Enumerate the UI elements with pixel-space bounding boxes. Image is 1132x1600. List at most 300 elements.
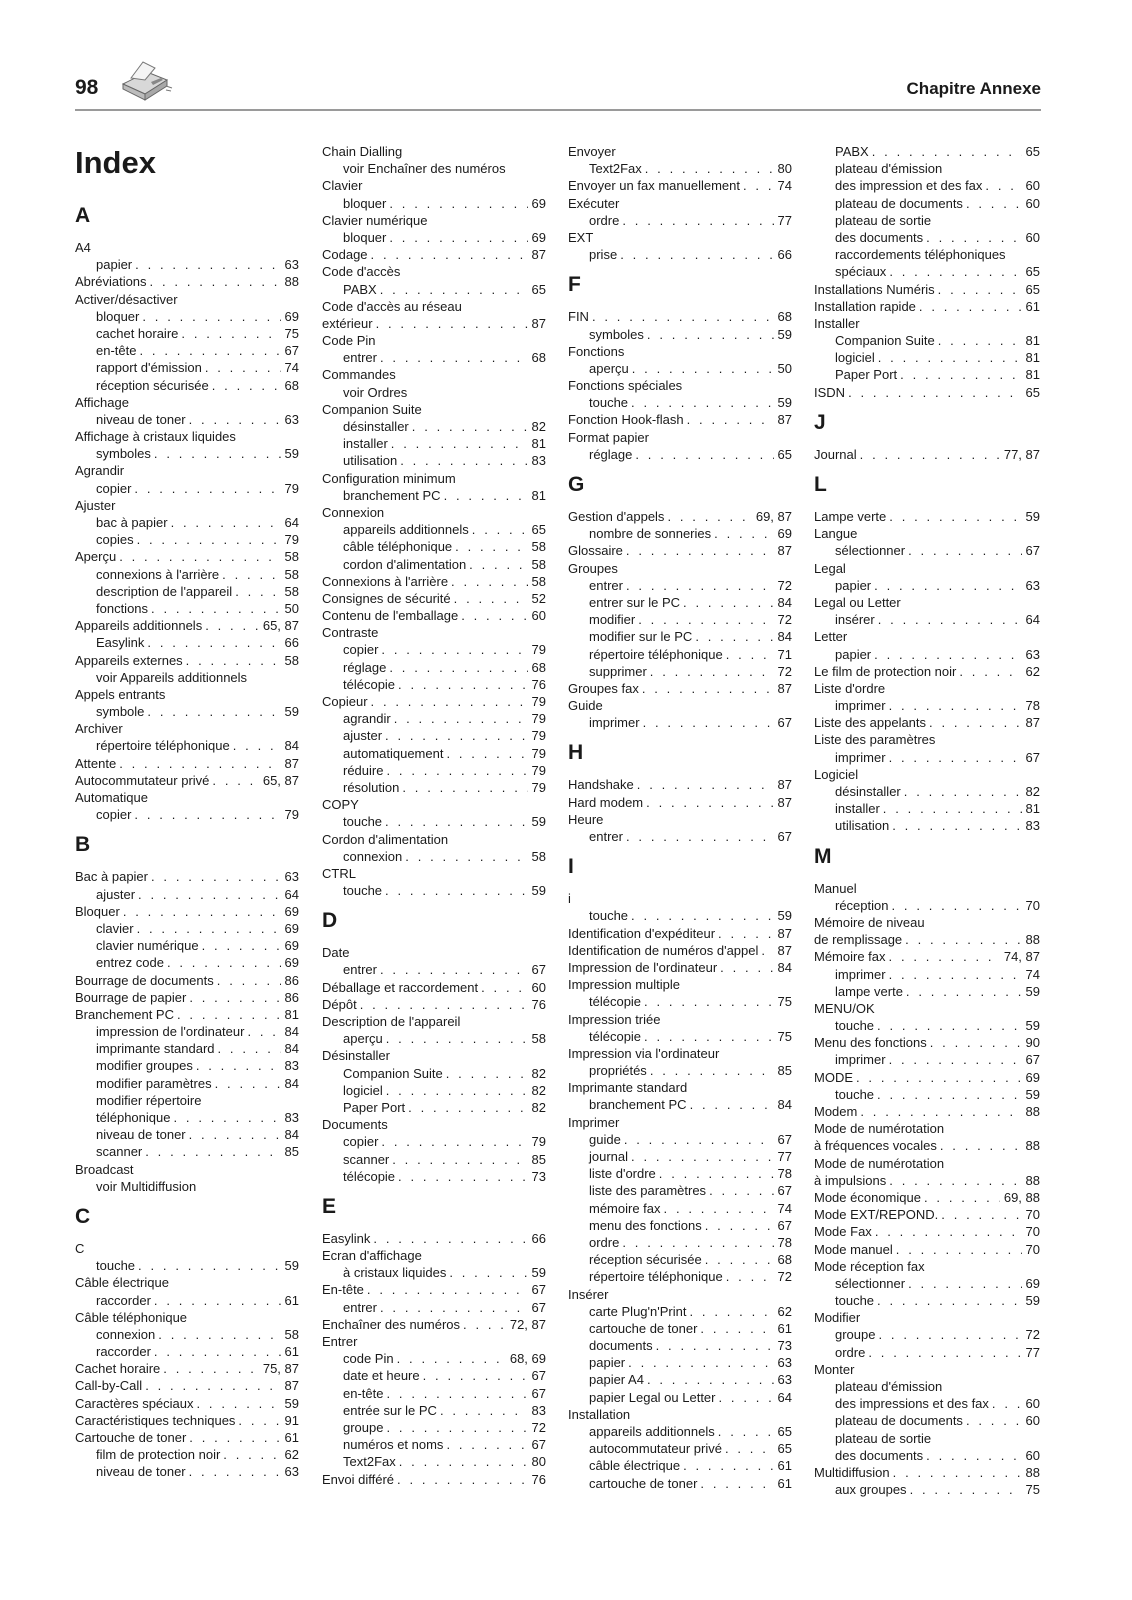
page-reference: 58 (284, 583, 299, 599)
entry-term: Monter (814, 1361, 855, 1377)
page-reference: 58 (284, 1326, 299, 1342)
entry-term: groupe (835, 1327, 876, 1343)
entry-term: réglage (589, 446, 633, 462)
entry-term: Copieur (322, 694, 368, 709)
index-entry (568, 776, 792, 793)
page-reference: 65 (1025, 264, 1040, 280)
entry-term: Envoi différé (322, 1471, 395, 1487)
index-entry (322, 263, 546, 280)
dot-leader (469, 521, 528, 538)
dot-leader (377, 961, 528, 978)
entry-term: Bac à papier (75, 869, 148, 885)
entry-term: bloquer (343, 229, 387, 245)
index-subentry (75, 1463, 299, 1480)
entry-term: utilisation (835, 818, 890, 834)
index-entry (568, 976, 792, 993)
index-subentry (814, 1378, 1040, 1395)
dot-leader (164, 954, 281, 971)
index-subentry (75, 937, 299, 954)
entry-term: Multidiffusion (814, 1464, 890, 1480)
index-entry (568, 508, 792, 525)
index-subentry (814, 1481, 1040, 1498)
index-subentry (75, 634, 299, 651)
dot-leader (886, 1172, 1021, 1189)
index-column-2 (322, 143, 546, 1488)
index-entry (75, 1360, 299, 1377)
entry-term: Companion Suite (835, 333, 935, 349)
entry-term: plateau de documents (835, 1413, 963, 1429)
dot-leader (230, 737, 281, 754)
page-reference: 50 (777, 360, 792, 376)
index-subentry (568, 1200, 792, 1217)
page-reference: 77, 87 (1003, 446, 1040, 462)
entry-term: Lampe verte (814, 509, 887, 524)
dot-leader (589, 308, 774, 325)
dot-leader (178, 325, 280, 342)
page-reference: 64 (1025, 612, 1040, 628)
index-entry (322, 177, 546, 194)
page-reference: 72 (777, 1269, 792, 1285)
dot-leader (391, 710, 528, 727)
entry-term: Companion Suite (343, 1065, 443, 1081)
dot-leader (845, 384, 1021, 401)
index-subentry (75, 1057, 299, 1074)
index-subentry (814, 1017, 1040, 1034)
dot-leader (623, 577, 774, 594)
page-reference: 79 (284, 480, 299, 496)
dot-leader (373, 315, 528, 332)
entry-term: imprimer (589, 715, 640, 731)
page-reference: 74 (777, 178, 792, 194)
index-entry (568, 1011, 792, 1028)
index-entry (322, 865, 546, 882)
index-subentry (568, 1371, 792, 1388)
page-reference: 60 (1025, 195, 1040, 211)
index-entry (322, 831, 546, 848)
index-subentry (814, 1447, 1040, 1464)
dot-leader (460, 1316, 506, 1333)
entry-term: Groupes (568, 560, 618, 576)
page-reference: 69, 87 (755, 509, 792, 524)
entry-term: Contenu de l'emballage (322, 608, 459, 624)
entry-term: Dépôt (322, 996, 357, 1012)
entry-term: copier (96, 807, 132, 823)
entry-term: Imprimer (568, 1114, 620, 1130)
chapter-title: Chapitre Annexe (906, 79, 1041, 98)
entry-term: Bourrage de documents (75, 972, 214, 988)
entry-term: entrer sur le PC (589, 594, 681, 610)
dot-leader (641, 1028, 773, 1045)
page-reference: 91 (284, 1412, 299, 1428)
dot-leader (629, 360, 774, 377)
index-subentry (568, 628, 792, 645)
dot-leader (927, 1034, 1022, 1051)
entry-term: Hard modem (568, 794, 644, 810)
index-subentry (814, 1412, 1040, 1429)
index-subentry (322, 762, 546, 779)
page-reference: 77 (777, 212, 792, 228)
page-reference: 87 (777, 777, 792, 793)
page-reference: 79 (531, 694, 546, 709)
entry-term: à impulsions (814, 1172, 887, 1188)
dot-leader (871, 577, 1021, 594)
page-reference: 65 (777, 1441, 792, 1457)
entry-term: sélectionner (835, 543, 906, 559)
dot-leader (617, 246, 773, 263)
entry-term: Fonction Hook-flash (568, 412, 684, 428)
entry-term: Mode de numérotation (814, 1121, 945, 1137)
dot-leader (857, 446, 1000, 463)
page-reference: 58 (284, 549, 299, 565)
entry-term: niveau de toner (96, 1464, 186, 1480)
page-reference: 68 (531, 659, 546, 675)
entry-term: réception (835, 897, 889, 913)
entry-term: en-tête (96, 343, 137, 359)
dot-leader (905, 1275, 1021, 1292)
page-reference: 67 (777, 829, 792, 844)
entry-term: modifier groupes (96, 1058, 193, 1074)
entry-term: Archiver (75, 721, 123, 737)
index-entry (568, 1045, 792, 1062)
index-entry (75, 989, 299, 1006)
dot-leader (625, 1354, 773, 1371)
page-reference: 63 (777, 1355, 792, 1371)
index-subentry (568, 611, 792, 628)
entry-term: Automatique (75, 790, 148, 805)
page-reference: 67 (777, 1217, 792, 1233)
index-subentry (568, 1457, 792, 1474)
entry-term: Handshake (568, 777, 634, 793)
index-column-1 (75, 143, 299, 1481)
page-reference: 67 (1025, 1052, 1040, 1068)
dot-leader (394, 1350, 506, 1367)
index-subentry (568, 663, 792, 680)
dot-leader (869, 143, 1022, 160)
index-entry (814, 1069, 1040, 1086)
dot-leader (409, 418, 528, 435)
dot-leader (621, 1131, 774, 1148)
entry-term: Text2Fax (343, 1454, 396, 1470)
dot-leader (916, 298, 1022, 315)
page-reference: 82 (531, 1065, 546, 1081)
page-reference: 60 (1025, 1413, 1040, 1429)
dot-leader (963, 1412, 1022, 1429)
entry-term: logiciel (343, 1082, 383, 1098)
page-reference: 81 (1025, 350, 1040, 366)
page-reference: 69 (1025, 1275, 1040, 1291)
dot-leader (902, 931, 1021, 948)
entry-term: code Pin (343, 1351, 394, 1367)
page-reference: 59 (531, 814, 546, 830)
entry-term: symboles (96, 446, 151, 462)
page-reference: 85 (777, 1063, 792, 1079)
dot-leader (151, 445, 281, 462)
index-subentry (568, 1217, 792, 1234)
entry-term: Contraste (322, 625, 379, 641)
index-entry (814, 1361, 1040, 1378)
index-subentry (568, 525, 792, 542)
entry-term: copier (96, 480, 132, 496)
dot-leader (888, 897, 1021, 914)
entry-term: Cartouche de toner (75, 1430, 187, 1445)
page-reference: 65 (777, 1424, 792, 1439)
dot-leader (232, 583, 280, 600)
entry-term: Journal (814, 446, 857, 462)
dot-leader (443, 745, 527, 762)
index-subentry (322, 160, 546, 177)
entry-term: Menu des fonctions (814, 1035, 927, 1051)
index-entry (814, 680, 1040, 697)
index-entry (75, 720, 299, 737)
dot-leader (382, 882, 527, 899)
index-entry (75, 903, 299, 920)
entry-term: Le film de protection noir (814, 663, 957, 679)
dot-leader (923, 1447, 1021, 1464)
page-reference: 67 (777, 715, 792, 731)
index-subentry (75, 325, 299, 342)
dot-leader (715, 1389, 773, 1406)
entry-term: imprimante standard (96, 1041, 215, 1057)
dot-leader (443, 1436, 527, 1453)
index-subentry (568, 1440, 792, 1457)
dot-leader (144, 703, 280, 720)
entry-term: Abréviations (75, 274, 147, 290)
page-reference: 61 (284, 1430, 299, 1445)
dot-leader (901, 783, 1022, 800)
entry-term: voir Appareils additionnels (96, 669, 248, 685)
dot-leader (702, 1251, 774, 1268)
dot-leader (399, 779, 527, 796)
index-subentry (322, 1099, 546, 1116)
page-reference: 76 (531, 1471, 546, 1487)
index-entry (75, 686, 299, 703)
index-subentry (814, 177, 1040, 194)
index-subentry (322, 195, 546, 212)
index-subentry (75, 920, 299, 937)
entry-term: plateau de documents (835, 195, 963, 211)
entry-term: cartouche de toner (589, 1320, 698, 1336)
index-subentry (568, 828, 792, 845)
entry-term: rapport d'émission (96, 360, 202, 376)
dot-leader (151, 1292, 281, 1309)
dot-leader (905, 542, 1021, 559)
entry-term: Gestion d'appels (568, 509, 665, 524)
page-reference: 82 (531, 1082, 546, 1098)
index-subentry (75, 954, 299, 971)
page-reference: 58 (284, 566, 299, 582)
dot-leader (758, 942, 773, 959)
page-reference: 72 (777, 612, 792, 628)
index-entry (568, 680, 792, 697)
page-reference: 59 (1025, 1086, 1040, 1102)
index-entry (322, 624, 546, 641)
dot-leader (874, 1292, 1021, 1309)
entry-term: Text2Fax (589, 161, 642, 177)
index-subentry (75, 566, 299, 583)
dot-leader (664, 508, 751, 525)
index-entry (568, 1406, 792, 1423)
index-entry (75, 394, 299, 411)
dot-leader (723, 1268, 774, 1285)
dot-leader (938, 1206, 1021, 1223)
entry-term: Paper Port (343, 1099, 406, 1115)
page-reference: 79 (284, 807, 299, 823)
entry-term: Easylink (322, 1230, 371, 1246)
index-entry (814, 1464, 1040, 1481)
index-subentry (322, 961, 546, 978)
page-reference: 50 (284, 600, 299, 616)
index-entry (75, 497, 299, 514)
page-reference: 61 (284, 1344, 299, 1360)
entry-term: Imprimante standard (568, 1080, 688, 1096)
dot-leader (194, 1395, 281, 1412)
entry-term: réception sécurisée (96, 377, 209, 393)
dot-leader (644, 326, 774, 343)
index-subentry (322, 1385, 546, 1402)
entry-term: touche (589, 395, 629, 411)
index-subentry (322, 1299, 546, 1316)
entry-term: Code d'accès au réseau (322, 298, 462, 314)
page-reference: 68, 69 (509, 1351, 546, 1367)
entry-term: à cristaux liquides (343, 1265, 447, 1281)
index-entry (814, 594, 1040, 611)
page-reference: 67 (531, 1282, 546, 1298)
dot-leader (160, 1360, 259, 1377)
dot-leader (377, 349, 528, 366)
index-entry (75, 1395, 299, 1412)
entry-term: entrée sur le PC (343, 1402, 437, 1418)
page-reference: 88 (284, 274, 299, 290)
entry-term: entrez code (96, 955, 164, 971)
page-reference: 88 (1025, 1172, 1040, 1188)
page-reference: 59 (531, 883, 546, 899)
dot-leader (120, 903, 281, 920)
entry-term: description de l'appareil (96, 583, 233, 599)
dot-leader (446, 1264, 527, 1281)
page-reference: 66 (777, 247, 792, 263)
page-reference: 74 (777, 1200, 792, 1216)
dot-leader (740, 177, 774, 194)
entry-term: copier (343, 1134, 379, 1150)
dot-leader (661, 1200, 774, 1217)
dot-leader (653, 1337, 774, 1354)
entry-term: ISDN (814, 384, 846, 400)
entry-term: Guide (568, 698, 603, 714)
page-reference: 79 (531, 745, 546, 761)
index-entry (814, 1137, 1040, 1154)
entry-term: ordre (589, 212, 620, 228)
dot-leader (389, 1151, 527, 1168)
index-subentry (75, 1040, 299, 1057)
page-reference: 61 (777, 1458, 792, 1474)
page-reference: 59 (284, 1395, 299, 1411)
dot-leader (382, 727, 528, 744)
entry-term: Documents (322, 1117, 388, 1133)
dot-leader (134, 531, 281, 548)
entry-term: Attente (75, 755, 117, 771)
index-entry (814, 1155, 1040, 1172)
index-entry (568, 794, 792, 811)
dot-leader (139, 308, 280, 325)
index-entry (322, 1316, 546, 1333)
entry-term: clavier numérique (96, 938, 199, 954)
dot-leader (865, 1344, 1021, 1361)
index-entry (322, 1116, 546, 1133)
entry-term: Logiciel (814, 766, 859, 782)
entry-term: installer (835, 801, 880, 817)
index-entry (322, 470, 546, 487)
entry-term: Branchement PC (75, 1006, 174, 1022)
entry-term: branchement PC (589, 1097, 687, 1113)
entry-term: Cordon d'alimentation (322, 831, 449, 847)
section-letter: L (814, 473, 827, 496)
page-reference: 86 (284, 989, 299, 1005)
index-subentry (322, 1436, 546, 1453)
page-reference: 83 (284, 1110, 299, 1125)
page-reference: 84 (777, 1097, 792, 1113)
dot-leader (370, 1230, 527, 1247)
page-reference: 88 (1025, 1104, 1040, 1119)
entry-term: Installation rapide (814, 298, 916, 314)
entry-term: Câble électrique (75, 1275, 169, 1291)
entry-term: modifier sur le PC (589, 629, 693, 645)
entry-term: Langue (814, 526, 858, 542)
index-subentry (75, 886, 299, 903)
entry-term: scanner (96, 1144, 143, 1160)
page-reference: 83 (531, 1402, 546, 1418)
index-subentry (322, 1367, 546, 1384)
page-reference: 78 (1025, 698, 1040, 714)
entry-term: Manuel (814, 880, 857, 896)
dot-leader (684, 411, 774, 428)
entry-term: touche (835, 1086, 875, 1102)
entry-term: nombre de sonneries (589, 526, 712, 542)
dot-leader (874, 1017, 1021, 1034)
index-entry (814, 1172, 1040, 1189)
page-reference: 67 (1025, 749, 1040, 765)
index-entry (814, 628, 1040, 645)
entry-term: i (568, 891, 571, 907)
index-subentry (75, 583, 299, 600)
index-subentry (814, 1344, 1040, 1361)
page-reference: 87 (1025, 715, 1040, 731)
index-entry (814, 1120, 1040, 1137)
page-reference: 82 (531, 1099, 546, 1115)
page-reference: 84 (284, 1041, 299, 1057)
dot-leader (687, 1096, 774, 1113)
index-subentry (814, 646, 1040, 663)
section-letter: J (814, 410, 826, 434)
page-reference: 70 (1025, 1207, 1040, 1223)
dot-leader (989, 1395, 1022, 1412)
index-subentry (814, 332, 1040, 349)
index-subentry (75, 342, 299, 359)
entry-term: agrandir (343, 711, 391, 727)
index-entry (75, 1377, 299, 1394)
page-reference: 81 (1025, 367, 1040, 383)
index-entry (75, 1274, 299, 1291)
dot-leader (116, 548, 280, 565)
entry-term: Easylink (96, 635, 145, 651)
page-number: 98 (75, 76, 99, 99)
index-subentry (75, 1343, 299, 1360)
page-reference: 75 (777, 1028, 792, 1044)
entry-term: date et heure (343, 1368, 420, 1384)
page-reference: 62 (777, 1303, 792, 1319)
index-entry (322, 1230, 546, 1247)
entry-term: supprimer (589, 663, 647, 679)
entry-term: FIN (568, 309, 589, 325)
